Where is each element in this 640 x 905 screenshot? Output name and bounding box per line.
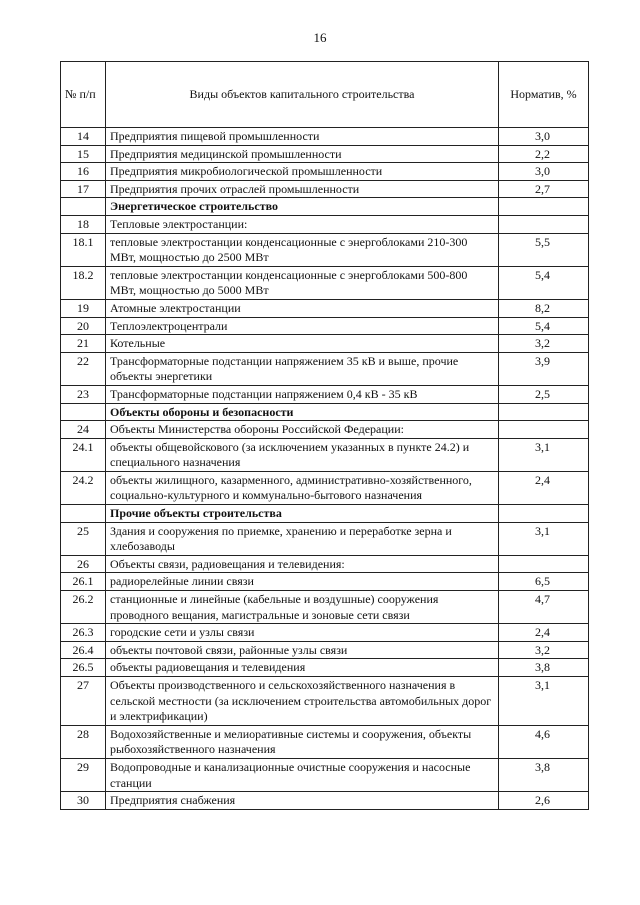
table-row bbox=[61, 233, 589, 266]
row-norm-value: 3,2 bbox=[499, 641, 589, 659]
row-object-type: Тепловые электростанции: bbox=[106, 215, 499, 233]
row-object-type: Трансформаторные подстанции напряжением 0,4 кВ - 35 кВ bbox=[106, 385, 499, 403]
table-row bbox=[61, 438, 589, 471]
row-norm-value bbox=[499, 555, 589, 573]
table-row bbox=[61, 641, 589, 659]
row-norm-value: 2,4 bbox=[499, 624, 589, 642]
section-title: Энергетическое строительство bbox=[106, 198, 499, 216]
row-object-type: городские сети и узлы связи bbox=[106, 624, 499, 642]
table-row bbox=[61, 591, 589, 624]
row-norm-value: 8,2 bbox=[499, 299, 589, 317]
table-row bbox=[61, 421, 589, 439]
row-norm-value: 3,8 bbox=[499, 758, 589, 791]
row-number: 14 bbox=[61, 128, 106, 146]
row-object-type: радиорелейные линии связи bbox=[106, 573, 499, 591]
row-norm-value: 3,1 bbox=[499, 522, 589, 555]
row-number: 24.1 bbox=[61, 438, 106, 471]
row-number: 24 bbox=[61, 421, 106, 439]
row-object-type: Предприятия пищевой промышленности bbox=[106, 128, 499, 146]
table-row bbox=[61, 215, 589, 233]
row-object-type: объекты радиовещания и телевидения bbox=[106, 659, 499, 677]
row-norm-value: 3,9 bbox=[499, 352, 589, 385]
row-number: 26 bbox=[61, 555, 106, 573]
row-object-type: Водопроводные и канализационные очистные сооружения и насосные станции bbox=[106, 758, 499, 791]
header-num: № п/п bbox=[61, 62, 106, 128]
table-row bbox=[61, 352, 589, 385]
row-number: 26.4 bbox=[61, 641, 106, 659]
table-row bbox=[61, 624, 589, 642]
page-number: 16 bbox=[313, 30, 327, 45]
section-num-cell bbox=[61, 505, 106, 523]
table-row bbox=[61, 163, 589, 181]
row-norm-value: 5,4 bbox=[499, 317, 589, 335]
row-number: 15 bbox=[61, 145, 106, 163]
row-norm-value: 3,8 bbox=[499, 659, 589, 677]
table-row bbox=[61, 522, 589, 555]
table-row bbox=[61, 573, 589, 591]
row-norm-value: 5,5 bbox=[499, 233, 589, 266]
row-number: 30 bbox=[61, 792, 106, 810]
table-row bbox=[61, 299, 589, 317]
row-object-type: Трансформаторные подстанции напряжением 35 кВ и выше, прочие объекты энергетики bbox=[106, 352, 499, 385]
row-number: 26.2 bbox=[61, 591, 106, 624]
row-norm-value: 4,7 bbox=[499, 591, 589, 624]
row-object-type: Объекты связи, радиовещания и телевидения: bbox=[106, 555, 499, 573]
table-row bbox=[61, 725, 589, 758]
row-number: 20 bbox=[61, 317, 106, 335]
table-row bbox=[61, 145, 589, 163]
row-object-type: объекты жилищного, казарменного, административно-хозяйственного, социально-культурного и коммунально-бытового назначения bbox=[106, 471, 499, 504]
table-row bbox=[61, 555, 589, 573]
row-number: 22 bbox=[61, 352, 106, 385]
row-norm-value: 3,1 bbox=[499, 677, 589, 726]
table-row bbox=[61, 471, 589, 504]
row-number: 19 bbox=[61, 299, 106, 317]
section-num-cell bbox=[61, 403, 106, 421]
row-norm-value bbox=[499, 421, 589, 439]
row-norm-value: 2,6 bbox=[499, 792, 589, 810]
table-row bbox=[61, 677, 589, 726]
row-number: 28 bbox=[61, 725, 106, 758]
row-object-type: Атомные электростанции bbox=[106, 299, 499, 317]
row-number: 23 bbox=[61, 385, 106, 403]
row-number: 25 bbox=[61, 522, 106, 555]
row-norm-value bbox=[499, 215, 589, 233]
row-norm-value: 2,7 bbox=[499, 180, 589, 198]
table-row bbox=[61, 317, 589, 335]
row-norm-value: 2,5 bbox=[499, 385, 589, 403]
row-object-type: Объекты производственного и сельскохозяйственного назначения в сельской местности (за исключением строительства автомобильных дорог и электрификации) bbox=[106, 677, 499, 726]
row-object-type: Здания и сооружения по приемке, хранению и переработке зерна и хлебозаводы bbox=[106, 522, 499, 555]
section-norm-cell bbox=[499, 198, 589, 216]
row-number: 16 bbox=[61, 163, 106, 181]
table-row bbox=[61, 792, 589, 810]
section-norm-cell bbox=[499, 505, 589, 523]
row-number: 24.2 bbox=[61, 471, 106, 504]
row-object-type: Объекты Министерства обороны Российской Федерации: bbox=[106, 421, 499, 439]
row-object-type: объекты почтовой связи, районные узлы связи bbox=[106, 641, 499, 659]
table-row bbox=[61, 335, 589, 353]
row-number: 26.3 bbox=[61, 624, 106, 642]
section-title: Объекты обороны и безопасности bbox=[106, 403, 499, 421]
row-object-type: Теплоэлектроцентрали bbox=[106, 317, 499, 335]
row-object-type: Водохозяйственные и мелиоративные системы и сооружения, объекты рыбохозяйственного назначения bbox=[106, 725, 499, 758]
row-number: 18.1 bbox=[61, 233, 106, 266]
row-number: 18 bbox=[61, 215, 106, 233]
row-norm-value: 3,2 bbox=[499, 335, 589, 353]
table-row bbox=[61, 659, 589, 677]
row-object-type: Предприятия прочих отраслей промышленности bbox=[106, 180, 499, 198]
table-row bbox=[61, 128, 589, 146]
table-row bbox=[61, 180, 589, 198]
row-norm-value: 3,1 bbox=[499, 438, 589, 471]
section-row bbox=[61, 198, 589, 216]
row-object-type: Предприятия снабжения bbox=[106, 792, 499, 810]
section-row bbox=[61, 505, 589, 523]
row-object-type: Котельные bbox=[106, 335, 499, 353]
row-number: 26.1 bbox=[61, 573, 106, 591]
row-norm-value: 3,0 bbox=[499, 128, 589, 146]
row-object-type: тепловые электростанции конденсационные с энергоблоками 210-300 МВт, мощностью до 2500 МВт bbox=[106, 233, 499, 266]
row-number: 21 bbox=[61, 335, 106, 353]
row-norm-value: 2,2 bbox=[499, 145, 589, 163]
row-number: 29 bbox=[61, 758, 106, 791]
header-name: Виды объектов капитального строительства bbox=[106, 62, 499, 128]
row-object-type: Предприятия медицинской промышленности bbox=[106, 145, 499, 163]
table-header-row bbox=[61, 62, 589, 128]
section-norm-cell bbox=[499, 403, 589, 421]
header-norm: Норматив, % bbox=[499, 62, 589, 128]
table-row bbox=[61, 266, 589, 299]
row-norm-value: 3,0 bbox=[499, 163, 589, 181]
row-norm-value: 4,6 bbox=[499, 725, 589, 758]
row-object-type: тепловые электростанции конденсационные с энергоблоками 500-800 МВт, мощностью до 5000 МВт bbox=[106, 266, 499, 299]
table-row bbox=[61, 385, 589, 403]
table-row bbox=[61, 758, 589, 791]
row-norm-value: 5,4 bbox=[499, 266, 589, 299]
section-num-cell bbox=[61, 198, 106, 216]
row-object-type: станционные и линейные (кабельные и воздушные) сооружения проводного вещания, магистральные и зоновые сети связи bbox=[106, 591, 499, 624]
section-row bbox=[61, 403, 589, 421]
row-norm-value: 6,5 bbox=[499, 573, 589, 591]
row-object-type: объекты общевойскового (за исключением указанных в пункте 24.2) и специального назначения bbox=[106, 438, 499, 471]
row-object-type: Предприятия микробиологической промышленности bbox=[106, 163, 499, 181]
table-body bbox=[61, 128, 589, 810]
row-number: 17 bbox=[61, 180, 106, 198]
row-number: 26.5 bbox=[61, 659, 106, 677]
row-norm-value: 2,4 bbox=[499, 471, 589, 504]
norms-table bbox=[60, 61, 589, 810]
section-title: Прочие объекты строительства bbox=[106, 505, 499, 523]
row-number: 27 bbox=[61, 677, 106, 726]
row-number: 18.2 bbox=[61, 266, 106, 299]
